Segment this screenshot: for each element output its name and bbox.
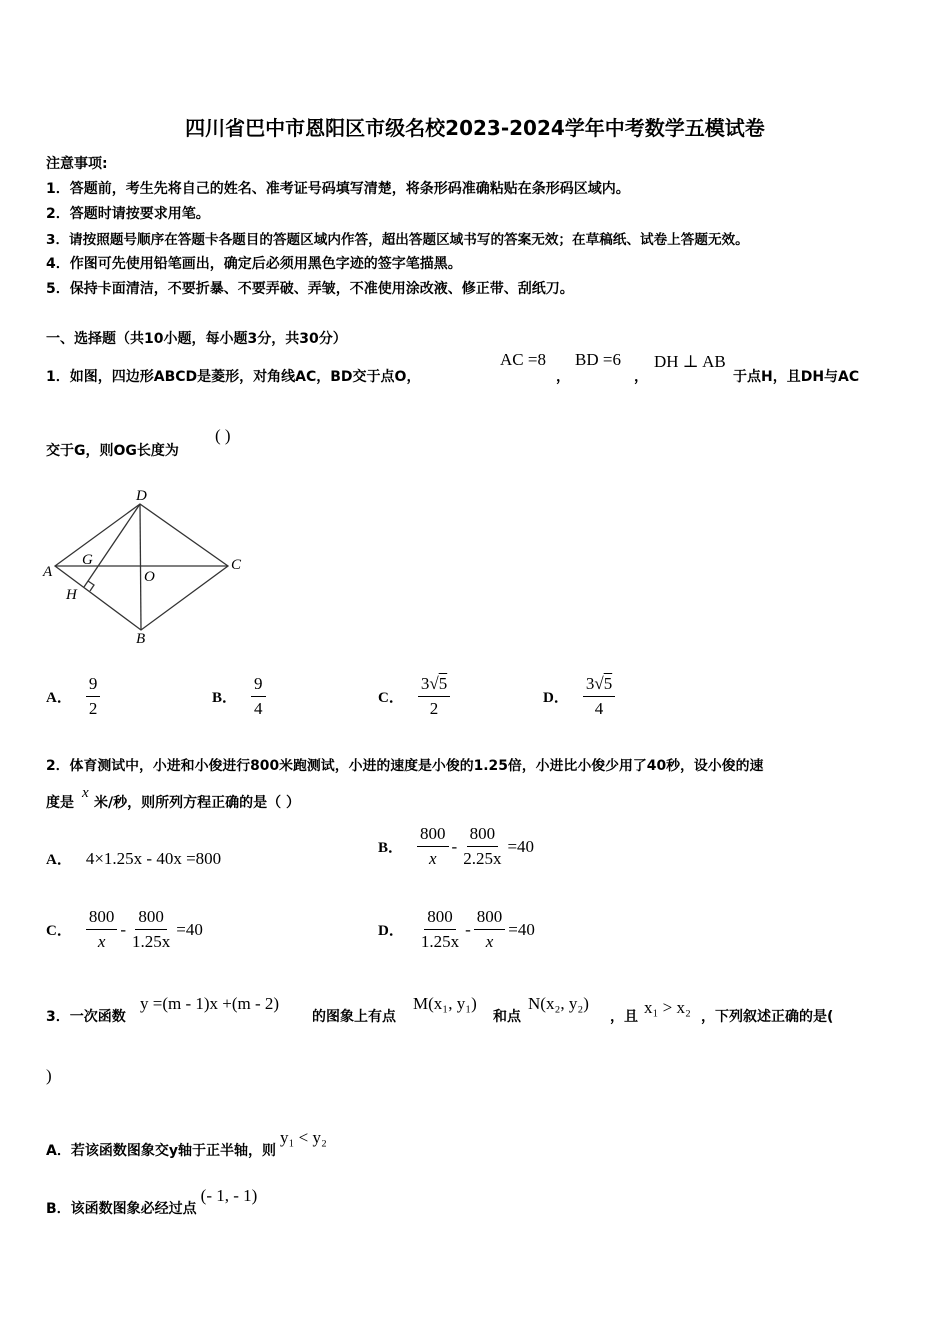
q3-text-1: 3．一次函数 bbox=[46, 1009, 126, 1025]
option-label: B． bbox=[212, 690, 238, 707]
label-a: A bbox=[43, 564, 53, 580]
option-label: D． bbox=[543, 690, 569, 707]
rhs: =40 bbox=[176, 919, 203, 939]
rhs: =40 bbox=[507, 836, 535, 856]
q1-comma: ， bbox=[634, 369, 648, 385]
diagonal-bd bbox=[140, 504, 141, 630]
option-text: 该函数图象必经过点 bbox=[70, 1201, 197, 1217]
option-label: B． bbox=[378, 840, 404, 857]
fraction: $\frac{800}{x}$ bbox=[86, 907, 118, 953]
right-angle-mark bbox=[88, 581, 94, 591]
q3-option-a[interactable] bbox=[46, 1128, 327, 1160]
segment-dh bbox=[84, 504, 140, 587]
fraction: $\frac{800}{x}$ bbox=[417, 824, 449, 870]
fraction: $\frac{800}{x}$ bbox=[474, 907, 506, 953]
q3-text-5: ，下列叙述正确的是( bbox=[701, 1009, 834, 1025]
option-label: C． bbox=[46, 923, 72, 940]
fraction: $\frac{3√5}{4}$ bbox=[583, 674, 615, 720]
q1-option-c[interactable] bbox=[378, 674, 450, 720]
notes-item: 4．作图可先使用铅笔画出，确定后必须用黑色字迹的签字笔描黑。 bbox=[46, 256, 462, 272]
q2-option-b[interactable] bbox=[378, 824, 534, 870]
page-title: 四川省巴中市恩阳区市级名校2023-2024学年中考数学五模试卷 bbox=[185, 116, 765, 140]
q2-var: x bbox=[82, 785, 89, 801]
q3-function: y =(m - 1)x +(m - 2) bbox=[140, 994, 280, 1013]
option-label: C． bbox=[378, 690, 404, 707]
notes-item: 2．答题时请按要求用笔。 bbox=[46, 206, 210, 222]
label-g: G bbox=[82, 552, 93, 568]
q3-option-b[interactable] bbox=[46, 1186, 257, 1218]
q1-option-b[interactable] bbox=[212, 674, 266, 720]
option-label: B． bbox=[46, 1201, 71, 1217]
option-label: D． bbox=[378, 923, 404, 940]
q1-text-1: 1．如图，四边形ABCD是菱形，对角线AC，BD交于点O， bbox=[46, 369, 421, 385]
q2-option-c[interactable] bbox=[46, 907, 203, 953]
q1-text-2: 于点H，且DH与AC bbox=[733, 369, 860, 385]
minus-sign: - bbox=[120, 919, 127, 939]
option-label: A． bbox=[46, 1143, 71, 1159]
q3-condition: x₁ > x₂ bbox=[644, 998, 691, 1017]
label-c: C bbox=[231, 557, 242, 573]
fraction: $\frac{800}{2.25x}$ bbox=[463, 824, 502, 869]
option-label: A． bbox=[46, 690, 72, 707]
fraction: $\frac{9}{4}$ bbox=[251, 674, 266, 720]
fraction: $\frac{9}{2}$ bbox=[86, 674, 101, 720]
option-math: 4×1.25x - 40x =800 bbox=[85, 848, 222, 868]
q1-paren: ( ) bbox=[215, 426, 231, 445]
q3-text-4: ，且 bbox=[610, 1009, 638, 1025]
rhombus-figure bbox=[40, 484, 250, 650]
option-math: (- 1, - 1) bbox=[200, 1186, 258, 1205]
q2-option-a[interactable] bbox=[46, 848, 221, 869]
q1-text-3: 交于G，则OG长度为 bbox=[46, 443, 179, 459]
section-heading: 一、选择题（共10小题，每小题3分，共30分） bbox=[46, 331, 347, 347]
notes-item: 1．答题前，考生先将自己的姓名、准考证号码填写清楚，将条形码准确粘贴在条形码区域内。 bbox=[46, 181, 630, 197]
notes-item: 3．请按照题号顺序在答题卡各题目的答题区域内作答，超出答题区域书写的答案无效；在草稿纸、试卷上答题无效。 bbox=[46, 232, 749, 248]
q3-text-3: 和点 bbox=[493, 1009, 521, 1025]
option-label: A． bbox=[46, 852, 72, 868]
fraction: $\frac{800}{1.25x}$ bbox=[132, 907, 171, 952]
q2-option-d[interactable] bbox=[378, 907, 535, 953]
option-text: 若该函数图象交y轴于正半轴，则 bbox=[70, 1143, 276, 1159]
rhs: =40 bbox=[508, 919, 535, 939]
q1-option-a[interactable] bbox=[46, 674, 100, 720]
label-b: B bbox=[136, 631, 146, 647]
q2-text-1: 2．体育测试中，小进和小俊进行800米跑测试，小进的速度是小俊的1.25倍，小进比小俊少用了40秒，设小俊的速 bbox=[46, 758, 764, 774]
q1-comma: ， bbox=[556, 369, 570, 385]
label-o: O bbox=[144, 569, 155, 585]
label-h: H bbox=[66, 587, 77, 603]
q1-math-bd: BD =6 bbox=[575, 350, 621, 369]
q1-math-ac: AC =8 bbox=[500, 350, 546, 369]
notes-heading: 注意事项: bbox=[46, 156, 108, 172]
fraction: $\frac{800}{1.25x}$ bbox=[420, 907, 460, 952]
q2-text-2a: 度是 bbox=[46, 795, 74, 811]
q3-text-2: 的图象上有点 bbox=[312, 1009, 396, 1025]
option-math: y₁ < y₂ bbox=[279, 1128, 327, 1147]
minus-sign: - bbox=[451, 836, 458, 856]
q3-point-n: N(x₂, y₂) bbox=[528, 994, 589, 1013]
q3-close-paren: ) bbox=[46, 1066, 52, 1085]
fraction: $\frac{3√5}{2}$ bbox=[418, 674, 450, 720]
q3-point-m: M(x₁, y₁) bbox=[413, 994, 477, 1013]
label-d: D bbox=[136, 488, 147, 504]
minus-sign: - bbox=[465, 919, 471, 939]
notes-item: 5．保持卡面清洁，不要折暴、不要弄破、弄皱，不准使用涂改液、修正带、刮纸刀。 bbox=[46, 281, 574, 297]
q2-text-2b: 米/秒，则所列方程正确的是（ ） bbox=[94, 795, 300, 811]
q1-math-dh: DH ⊥ AB bbox=[654, 352, 726, 371]
q1-option-d[interactable] bbox=[543, 674, 615, 720]
